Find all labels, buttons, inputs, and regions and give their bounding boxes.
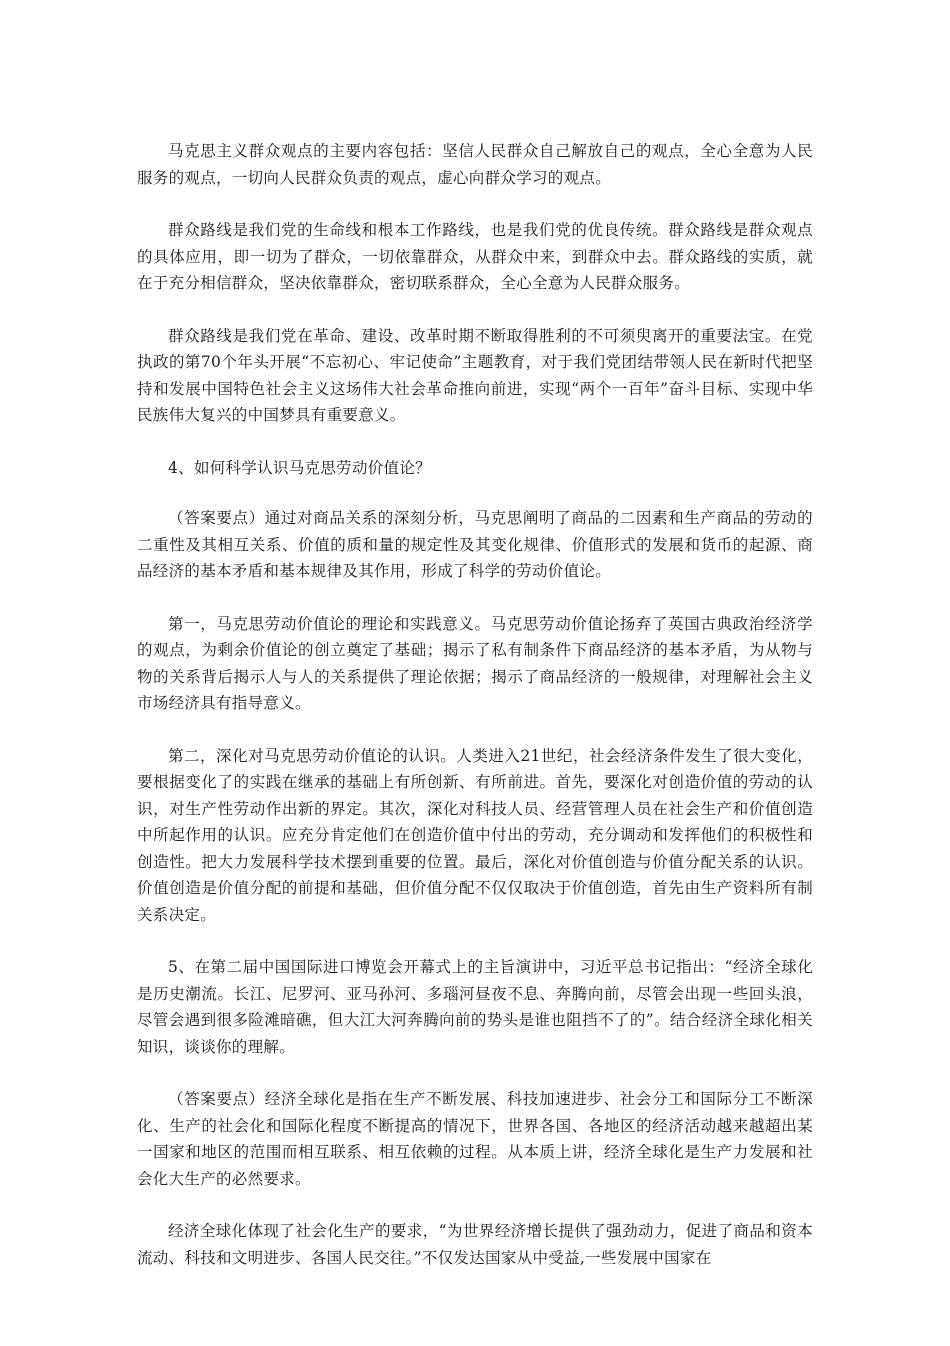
paragraph-mass-viewpoint: 马克思主义群众观点的主要内容包括：坚信人民群众自己解放自己的观点，全心全意为人民服务的观点，一切向人民群众负责的观点，虚心向群众学习的观点。 bbox=[137, 142, 813, 187]
document-page bbox=[137, 138, 813, 1297]
paragraph-mass-line-significance: 群众路线是我们党在革命、建设、改革时期不断取得胜利的不可须臾离开的重要法宝。在党执政的第70个年头开展“不忘初心、牢记使命”主题教育，对于我们党团结带领人民在新时代把坚持和发展中国特色社会主义这场伟大社会革命推向前进，实现“两个一百年”奋斗目标、实现中华民族伟大复兴的中国梦具有重要意义。 bbox=[137, 326, 813, 424]
answer-5-summary: （答案要点）经济全球化是指在生产不断发展、科技加速进步、社会分工和国际分工不断深化、生产的社会化和国际化程度不断提高的情况下，世界各国、各地区的经济活动越来越超出某一国家和地区的范围而相互联系、相互依赖的过程。从本质上讲，经济全球化是生产力发展和社会化大生产的必然要求。 bbox=[137, 1090, 813, 1188]
paragraph-mass-line: 群众路线是我们党的生命线和根本工作路线，也是我们党的优良传统。群众路线是群众观点的具体应用，即一切为了群众，一切依靠群众，从群众中来，到群众中去。群众路线的实质，就在于充分相信群众，坚决依靠群众，密切联系群众，全心全意为人民群众服务。 bbox=[137, 221, 813, 292]
question-5: 5、在第二届中国国际进口博览会开幕式上的主旨演讲中，习近平总书记指出：“经济全球化是历史潮流。长江、尼罗河、亚马孙河、多瑙河昼夜不息、奔腾向前，尽管会出现一些回头浪，尽管会遇到很多险滩暗礁，但大江大河奔腾向前的势头是谁也阻挡不了的”。结合经济全球化相关知识，谈谈你的理解。 bbox=[137, 958, 813, 1056]
answer-5-continued: 经济全球化体现了社会化生产的要求，“为世界经济增长提供了强劲动力，促进了商品和资本流动、科技和文明进步、各国人民交往。”不仅发达国家从中受益,一些发展中国家在 bbox=[137, 1222, 813, 1267]
answer-4-point-1: 第一，马克思劳动价值论的理论和实践意义。马克思劳动价值论扬弃了英国古典政治经济学的观点，为剩余价值论的创立奠定了基础；揭示了私有制条件下商品经济的基本矛盾，为从物与物的关系背后揭示人与人的关系提供了理论依据；揭示了商品经济的一般规律，对理解社会主义市场经济具有指导意义。 bbox=[137, 614, 813, 712]
answer-4-summary: （答案要点）通过对商品关系的深刻分析，马克思阐明了商品的二因素和生产商品的劳动的二重性及其相互关系、价值的质和量的规定性及其变化规律、价值形式的发展和货币的起源、商品经济的基本矛盾和基本规律及其作用，形成了科学的劳动价值论。 bbox=[137, 509, 813, 580]
question-4-heading: 4、如何科学认识马克思劳动价值论？ bbox=[168, 458, 431, 477]
answer-4-point-2: 第二，深化对马克思劳动价值论的认识。人类进入21世纪，社会经济条件发生了很大变化，要根据变化了的实践在继承的基础上有所创新、有所前进。首先，要深化对创造价值的劳动的认识，对生产性劳动作出新的界定。其次，深化对科技人员、经营管理人员在社会生产和价值创造中所起作用的认识。应充分肯定他们在创造价值中付出的劳动，充分调动和发挥他们的积极性和创造性。把大力发展科学技术摆到重要的位置。最后，深化对价值创造与价值分配关系的认识。价值创造是价值分配的前提和基础，但价值分配不仅仅取决于价值创造，首先由生产资料所有制关系决定。 bbox=[137, 746, 813, 924]
